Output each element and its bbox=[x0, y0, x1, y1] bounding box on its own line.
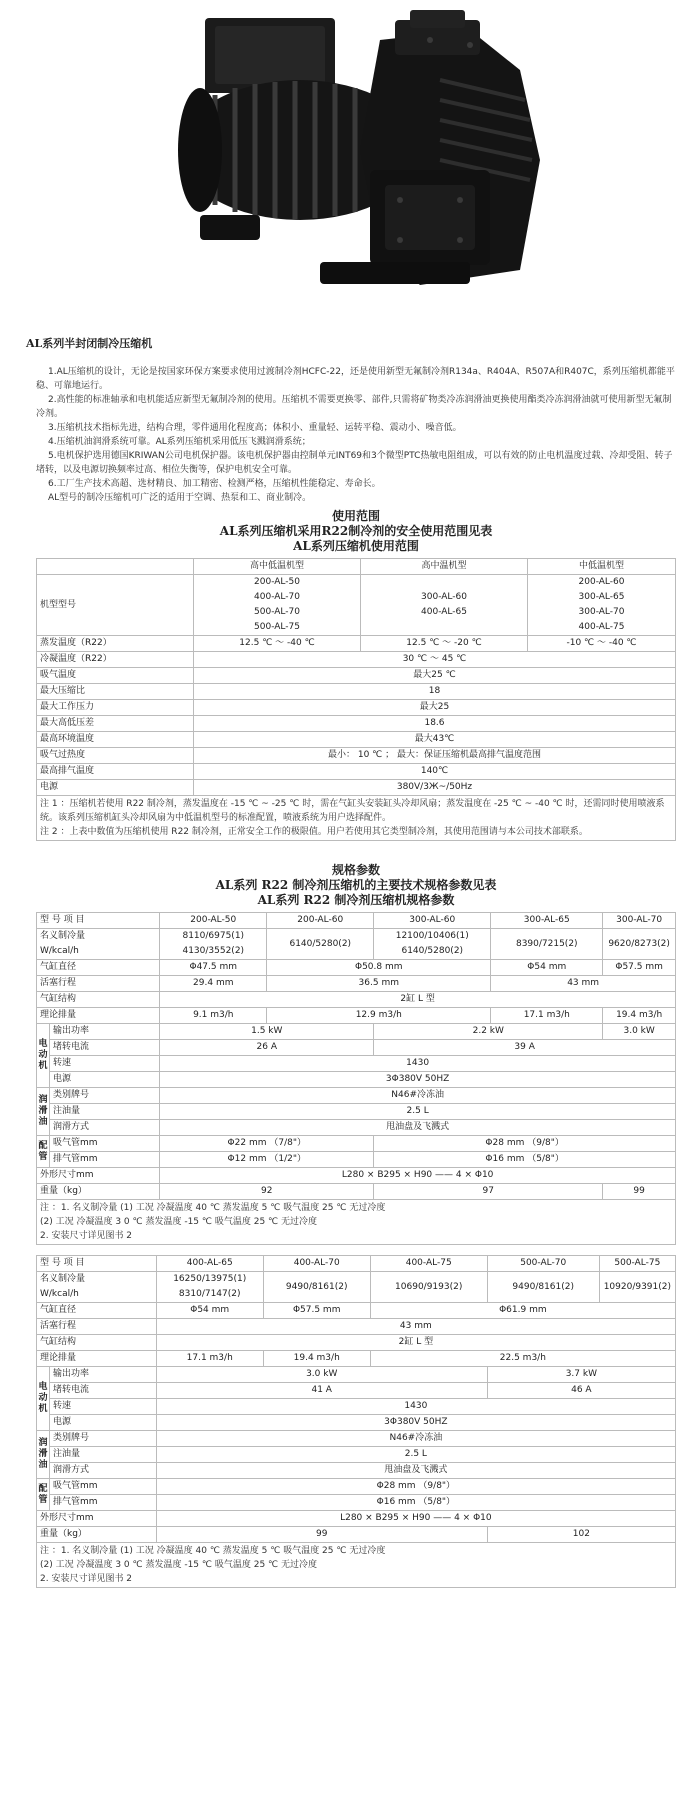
table-cell: Φ16 mm （5/8"） bbox=[374, 1152, 676, 1168]
table-cell: 气缸结构 bbox=[37, 1335, 157, 1351]
table-row bbox=[37, 1272, 676, 1303]
table-cell: 类别牌号 bbox=[50, 1088, 160, 1104]
table-cell: 200-AL-50 bbox=[160, 913, 267, 929]
table-cell: 机型型号 bbox=[37, 575, 194, 636]
table-cell: Φ12 mm （1/2"） bbox=[160, 1152, 374, 1168]
cell-value: 12100/10406(1) bbox=[395, 931, 469, 941]
table-row bbox=[37, 1040, 676, 1056]
table-cell bbox=[528, 575, 676, 636]
table-cell: 400-AL-65 bbox=[156, 1256, 263, 1272]
table-cell: 注油量 bbox=[50, 1447, 157, 1463]
table-cell: Φ22 mm （7/8"） bbox=[160, 1136, 374, 1152]
table-cell: 甩油盘及飞溅式 bbox=[156, 1463, 675, 1479]
table-cell: 2.5 L bbox=[160, 1104, 676, 1120]
row-unit: W/kcal/h bbox=[40, 1289, 79, 1299]
table-row bbox=[37, 1447, 676, 1463]
cell-value: 8310/7147(2) bbox=[178, 1289, 241, 1299]
intro-title: AL系列半封闭制冷压缩机 bbox=[26, 337, 153, 350]
table-cell: 堵转电流 bbox=[50, 1383, 157, 1399]
document-body bbox=[26, 335, 676, 1588]
table-row bbox=[37, 1168, 676, 1184]
table-cell: 30 ℃ ～ 45 ℃ bbox=[194, 652, 676, 668]
table-cell: 高中低温机型 bbox=[194, 559, 361, 575]
table-row bbox=[37, 575, 676, 636]
motor-group-label: 电 动 机 bbox=[37, 1367, 50, 1431]
table-cell: -10 ℃ ～ -40 ℃ bbox=[528, 636, 676, 652]
table-cell: 1430 bbox=[160, 1056, 676, 1072]
table-cell: 380V/3Ж~/50Hz bbox=[194, 780, 676, 796]
table-cell: Φ54 mm bbox=[491, 960, 603, 976]
pipe-group-label: 配 管 bbox=[37, 1479, 50, 1511]
note-text: 2. 安装尺寸详见图书 2 bbox=[40, 1574, 133, 1584]
table-row bbox=[37, 929, 676, 960]
table-cell: 92 bbox=[160, 1184, 374, 1200]
note-text: (2) 工况 冷凝温度 3 0 ℃ 蒸发温度 -15 ℃ 吸气温度 25 ℃ 无过冷度 bbox=[40, 1560, 318, 1570]
note-text: 注 ：1. 名义制冷量 (1) 工况 冷凝温度 40 ℃ 蒸发温度 5 ℃ 吸气温度 25 ℃ 无过冷度 bbox=[40, 1546, 386, 1556]
table-row bbox=[37, 1072, 676, 1088]
table-cell: L280 × B295 × H90 —— 4 × Φ10 bbox=[160, 1168, 676, 1184]
table-cell: 10920/9391(2) bbox=[599, 1272, 675, 1303]
table-cell: 19.4 m3/h bbox=[263, 1351, 370, 1367]
table-cell: 气缸直径 bbox=[37, 1303, 157, 1319]
table-row bbox=[37, 1511, 676, 1527]
table-cell: Φ61.9 mm bbox=[370, 1303, 675, 1319]
range-table bbox=[36, 558, 676, 796]
note-text: 2. 安装尺寸详见图书 2 bbox=[40, 1231, 133, 1241]
table-cell bbox=[374, 929, 491, 960]
table-row bbox=[37, 1351, 676, 1367]
model-name: 200-AL-60 bbox=[578, 577, 625, 587]
table-cell bbox=[194, 575, 361, 636]
table-row bbox=[37, 684, 676, 700]
table-row bbox=[37, 748, 676, 764]
table-cell: 9620/8273(2) bbox=[603, 929, 676, 960]
table-cell: Φ57.5 mm bbox=[603, 960, 676, 976]
table-cell: 2.5 L bbox=[156, 1447, 675, 1463]
table-cell: 3.0 kW bbox=[156, 1367, 487, 1383]
table-cell: 1430 bbox=[156, 1399, 675, 1415]
range-title: 使用范围 bbox=[331, 509, 380, 523]
table-row bbox=[37, 1088, 676, 1104]
table-cell: 最小： 10 ℃ ； 最大：保证压缩机最高排气温度范围 bbox=[194, 748, 676, 764]
table-cell: 43 mm bbox=[156, 1319, 675, 1335]
table-cell: 36.5 mm bbox=[267, 976, 491, 992]
table-cell: 甩油盘及飞溅式 bbox=[160, 1120, 676, 1136]
table-cell: 500-AL-75 bbox=[599, 1256, 675, 1272]
table-row bbox=[37, 1527, 676, 1543]
motor-group-label: 电 动 机 bbox=[37, 1024, 50, 1088]
table-cell: 吸气管mm bbox=[50, 1136, 160, 1152]
model-name: 300-AL-65 bbox=[578, 592, 625, 602]
cell-value: 4130/3552(2) bbox=[182, 946, 245, 956]
table-cell: 气缸结构 bbox=[37, 992, 160, 1008]
table-cell: 41 A bbox=[156, 1383, 487, 1399]
table-cell: 电源 bbox=[50, 1072, 160, 1088]
table-cell: 吸气管mm bbox=[50, 1479, 157, 1495]
model-name: 400-AL-70 bbox=[254, 592, 300, 602]
table-row bbox=[37, 1303, 676, 1319]
table-cell: 润滑方式 bbox=[50, 1463, 157, 1479]
table-cell: 300-AL-60 bbox=[374, 913, 491, 929]
table-cell: Φ50.8 mm bbox=[267, 960, 491, 976]
row-unit: W/kcal/h bbox=[40, 946, 79, 956]
model-name: 300-AL-60 bbox=[421, 592, 467, 602]
table-cell: 2缸 L 型 bbox=[160, 992, 676, 1008]
table-cell: 29.4 mm bbox=[160, 976, 267, 992]
table-cell: 型 号 项 目 bbox=[37, 913, 160, 929]
table-cell: 电源 bbox=[50, 1415, 157, 1431]
row-label: 名义制冷量 bbox=[40, 1274, 86, 1284]
table-cell: 500-AL-70 bbox=[487, 1256, 599, 1272]
cell-value: 8110/6975(1) bbox=[182, 931, 245, 941]
table-row bbox=[37, 1256, 676, 1272]
table-cell: 输出功率 bbox=[50, 1367, 157, 1383]
table-cell: 类别牌号 bbox=[50, 1431, 157, 1447]
table-cell: 重量（kg） bbox=[37, 1527, 157, 1543]
range-notes bbox=[36, 796, 676, 841]
table-row bbox=[37, 992, 676, 1008]
table-cell: 8390/7215(2) bbox=[491, 929, 603, 960]
intro-paragraph: 4.压缩机油润滑系统可靠。AL系列压缩机采用低压飞溅润滑系统； bbox=[48, 437, 311, 447]
table-cell: 最高排气温度 bbox=[37, 764, 194, 780]
table-cell: 转速 bbox=[50, 1399, 157, 1415]
table-row bbox=[37, 559, 676, 575]
table-cell: 外形尺寸mm bbox=[37, 1168, 160, 1184]
table-row bbox=[37, 1152, 676, 1168]
table-row bbox=[37, 1104, 676, 1120]
table-cell: 吸气过热度 bbox=[37, 748, 194, 764]
table-cell: 39 A bbox=[374, 1040, 676, 1056]
table-cell: 3.0 kW bbox=[603, 1024, 676, 1040]
range-table-title: AL系列压缩机使用范围 bbox=[293, 539, 419, 553]
table-cell: 400-AL-70 bbox=[263, 1256, 370, 1272]
table-row bbox=[37, 1024, 676, 1040]
table-row bbox=[37, 764, 676, 780]
spec-subtitle: AL系列 R22 制冷剂压缩机的主要技术规格参数见表 bbox=[215, 878, 497, 892]
table-row bbox=[37, 1319, 676, 1335]
table-cell: 46 A bbox=[487, 1383, 675, 1399]
cell-value: 6140/5280(2) bbox=[401, 946, 464, 956]
table-cell: 6140/5280(2) bbox=[267, 929, 374, 960]
table-row bbox=[37, 1184, 676, 1200]
intro-paragraph: 1.AL压缩机的设计，无论是按国家环保方案要求使用过渡制冷剂HCFC-22，还是使用新型无氟制冷剂R134a、R404A、R507A和R407C，系列压缩机都能平稳、可靠地运行。 bbox=[36, 367, 675, 391]
table-row bbox=[37, 1383, 676, 1399]
table-cell: 最大25 bbox=[194, 700, 676, 716]
table-cell: 3Φ380V 50HZ bbox=[160, 1072, 676, 1088]
intro-paragraph: AL型号的制冷压缩机可广泛的适用于空调、热泵和工、商业制冷。 bbox=[48, 493, 312, 503]
table-cell: 注油量 bbox=[50, 1104, 160, 1120]
product-image bbox=[0, 0, 700, 335]
table-cell: 吸气温度 bbox=[37, 668, 194, 684]
table-cell: 97 bbox=[374, 1184, 603, 1200]
table-cell: 3Φ380V 50HZ bbox=[156, 1415, 675, 1431]
table-cell: 9.1 m3/h bbox=[160, 1008, 267, 1024]
table-cell: 300-AL-70 bbox=[603, 913, 676, 929]
table-cell: 9490/8161(2) bbox=[487, 1272, 599, 1303]
table-row bbox=[37, 1120, 676, 1136]
table-row bbox=[37, 960, 676, 976]
table-cell bbox=[37, 1272, 157, 1303]
table-cell: 外形尺寸mm bbox=[37, 1511, 157, 1527]
range-subtitle: AL系列压缩机采用R22制冷剂的安全使用范围见表 bbox=[219, 524, 493, 538]
table-row bbox=[37, 1479, 676, 1495]
table-cell: 26 A bbox=[160, 1040, 374, 1056]
table-row bbox=[37, 732, 676, 748]
model-name: 500-AL-75 bbox=[254, 622, 300, 632]
table-cell: 气缸直径 bbox=[37, 960, 160, 976]
table-cell: 排气管mm bbox=[50, 1152, 160, 1168]
table-row bbox=[37, 700, 676, 716]
spec-table-2 bbox=[36, 1255, 676, 1543]
note-text: 注 1 ：压缩机若使用 R22 制冷剂，蒸发温度在 -15 ℃ ~ -25 ℃ 时，需在气缸头安装缸头冷却风扇；蒸发温度在 -25 ℃ ~ -40 ℃ 时，还需同时使用喷液系统。该系列压缩机缸头冷却风扇为中低温机型号的标准配置，喷液系统为用户选择配件。 bbox=[40, 799, 665, 823]
table-cell: 中低温机型 bbox=[528, 559, 676, 575]
cell-value: 16250/13975(1) bbox=[173, 1274, 247, 1284]
table-cell: 活塞行程 bbox=[37, 976, 160, 992]
table-cell: 12.5 ℃ ～ -40 ℃ bbox=[194, 636, 361, 652]
table-row bbox=[37, 1056, 676, 1072]
note-text: (2) 工况 冷凝温度 3 0 ℃ 蒸发温度 -15 ℃ 吸气温度 25 ℃ 无过冷度 bbox=[40, 1217, 318, 1227]
model-name: 500-AL-70 bbox=[254, 607, 300, 617]
table-row bbox=[37, 1431, 676, 1447]
table-cell: 300-AL-65 bbox=[491, 913, 603, 929]
table-cell: 102 bbox=[487, 1527, 675, 1543]
table-cell: 12.5 ℃ ～ -20 ℃ bbox=[361, 636, 528, 652]
table-cell: 最高环境温度 bbox=[37, 732, 194, 748]
model-name: 200-AL-50 bbox=[254, 577, 300, 587]
table-cell: Φ16 mm （5/8"） bbox=[156, 1495, 675, 1511]
table-cell: 99 bbox=[603, 1184, 676, 1200]
table-cell: Φ47.5 mm bbox=[160, 960, 267, 976]
table-row bbox=[37, 1367, 676, 1383]
note-text: 注 2 ：上表中数值为压缩机使用 R22 制冷剂，正常安全工作的极限值。用户若使用其它类型制冷剂，其使用范围请与本公司技术部联系。 bbox=[40, 827, 588, 837]
table-cell: 12.9 m3/h bbox=[267, 1008, 491, 1024]
table-row bbox=[37, 976, 676, 992]
lube-group-label: 润 滑 油 bbox=[37, 1088, 50, 1136]
table-cell: 转速 bbox=[50, 1056, 160, 1072]
table-cell: 17.1 m3/h bbox=[156, 1351, 263, 1367]
table-cell: 10690/9193(2) bbox=[370, 1272, 487, 1303]
table-cell bbox=[37, 559, 194, 575]
table-cell: 18.6 bbox=[194, 716, 676, 732]
table-cell: Φ57.5 mm bbox=[263, 1303, 370, 1319]
table-cell: 排气管mm bbox=[50, 1495, 157, 1511]
spec-table-title: AL系列 R22 制冷剂压缩机规格参数 bbox=[257, 893, 455, 907]
pipe-group-label: 配 管 bbox=[37, 1136, 50, 1168]
table-cell: 2.2 kW bbox=[374, 1024, 603, 1040]
table-cell: N46#冷冻油 bbox=[156, 1431, 675, 1447]
intro-paragraph: 3.压缩机技术指标先进，结构合理，零件通用化程度高；体积小、重量轻、运转平稳、震动小、噪音低。 bbox=[48, 423, 462, 433]
row-label: 名义制冷量 bbox=[40, 931, 86, 941]
table-row bbox=[37, 716, 676, 732]
table-row bbox=[37, 780, 676, 796]
table-row bbox=[37, 1008, 676, 1024]
table-row bbox=[37, 1136, 676, 1152]
table-cell: 140℃ bbox=[194, 764, 676, 780]
spec-title: 规格参数 bbox=[331, 863, 380, 877]
table2-notes bbox=[36, 1543, 676, 1588]
model-name: 400-AL-75 bbox=[578, 622, 625, 632]
table-cell: 99 bbox=[156, 1527, 487, 1543]
table-cell: 400-AL-75 bbox=[370, 1256, 487, 1272]
lube-group-label: 润 滑 油 bbox=[37, 1431, 50, 1479]
table-cell: 输出功率 bbox=[50, 1024, 160, 1040]
table-cell: N46#冷冻油 bbox=[160, 1088, 676, 1104]
table-cell: Φ28 mm （9/8"） bbox=[374, 1136, 676, 1152]
table-cell: 1.5 kW bbox=[160, 1024, 374, 1040]
intro-paragraph: 6.工厂生产技术高超、选材精良、加工精密、检测严格，压缩机性能稳定、寿命长。 bbox=[48, 479, 381, 489]
table-row bbox=[37, 1335, 676, 1351]
compressor-illustration bbox=[0, 0, 700, 335]
table-cell: 高中温机型 bbox=[361, 559, 528, 575]
table-row bbox=[37, 652, 676, 668]
table-cell: 理论排量 bbox=[37, 1351, 157, 1367]
table-cell: 润滑方式 bbox=[50, 1120, 160, 1136]
table-cell: 最大工作压力 bbox=[37, 700, 194, 716]
table-cell: 9490/8161(2) bbox=[263, 1272, 370, 1303]
table-cell: 冷凝温度（R22） bbox=[37, 652, 194, 668]
table-cell: 最大压缩比 bbox=[37, 684, 194, 700]
table-cell bbox=[160, 929, 267, 960]
table-row bbox=[37, 1495, 676, 1511]
table-cell: 3.7 kW bbox=[487, 1367, 675, 1383]
table-cell: 型 号 项 目 bbox=[37, 1256, 157, 1272]
table-cell: 蒸发温度（R22） bbox=[37, 636, 194, 652]
intro-paragraph: 2.高性能的标准轴承和电机能适应新型无氟制冷剂的使用。压缩机不需要更换零、部件,只需将矿物类冷冻润滑油更换使用酯类冷冻润滑油就可使用新型无氟制冷剂。 bbox=[36, 395, 672, 419]
table-cell: 活塞行程 bbox=[37, 1319, 157, 1335]
table-row bbox=[37, 636, 676, 652]
table-cell: 最大高低压差 bbox=[37, 716, 194, 732]
table-cell: 最大25 ℃ bbox=[194, 668, 676, 684]
table-cell: 22.5 m3/h bbox=[370, 1351, 675, 1367]
table-cell bbox=[361, 575, 528, 636]
table1-notes bbox=[36, 1200, 676, 1245]
model-name: 300-AL-70 bbox=[578, 607, 625, 617]
model-name: 400-AL-65 bbox=[421, 607, 467, 617]
table-cell: 理论排量 bbox=[37, 1008, 160, 1024]
table-cell: 电源 bbox=[37, 780, 194, 796]
table-cell bbox=[156, 1272, 263, 1303]
table-row bbox=[37, 1399, 676, 1415]
spec-table-1 bbox=[36, 912, 676, 1200]
table-cell: 堵转电流 bbox=[50, 1040, 160, 1056]
table-cell: 18 bbox=[194, 684, 676, 700]
table-cell: L280 × B295 × H90 —— 4 × Φ10 bbox=[156, 1511, 675, 1527]
note-text: 注 ：1. 名义制冷量 (1) 工况 冷凝温度 40 ℃ 蒸发温度 5 ℃ 吸气温度 25 ℃ 无过冷度 bbox=[40, 1203, 386, 1213]
table-cell: 17.1 m3/h bbox=[491, 1008, 603, 1024]
table-cell: Φ28 mm （9/8"） bbox=[156, 1479, 675, 1495]
table-row bbox=[37, 913, 676, 929]
table-cell: 2缸 L 型 bbox=[156, 1335, 675, 1351]
table-row bbox=[37, 668, 676, 684]
table-cell: 43 mm bbox=[491, 976, 676, 992]
table-cell: 200-AL-60 bbox=[267, 913, 374, 929]
table-cell: Φ54 mm bbox=[156, 1303, 263, 1319]
table-cell bbox=[37, 929, 160, 960]
table-row bbox=[37, 1463, 676, 1479]
table-cell: 重量（kg） bbox=[37, 1184, 160, 1200]
table-row bbox=[37, 1415, 676, 1431]
intro-paragraphs bbox=[36, 365, 676, 505]
table-cell: 最大43℃ bbox=[194, 732, 676, 748]
intro-paragraph: 5.电机保护选用德国KRIWAN公司电机保护器。该电机保护器由控制单元INT69和3个微型PTC热敏电阻组成，可以有效的防止电机温度过载、冷却受阻、转子堵转，以及电源切换频率过高、相位失衡等，保护电机安全可靠。 bbox=[36, 451, 673, 475]
table-cell: 19.4 m3/h bbox=[603, 1008, 676, 1024]
